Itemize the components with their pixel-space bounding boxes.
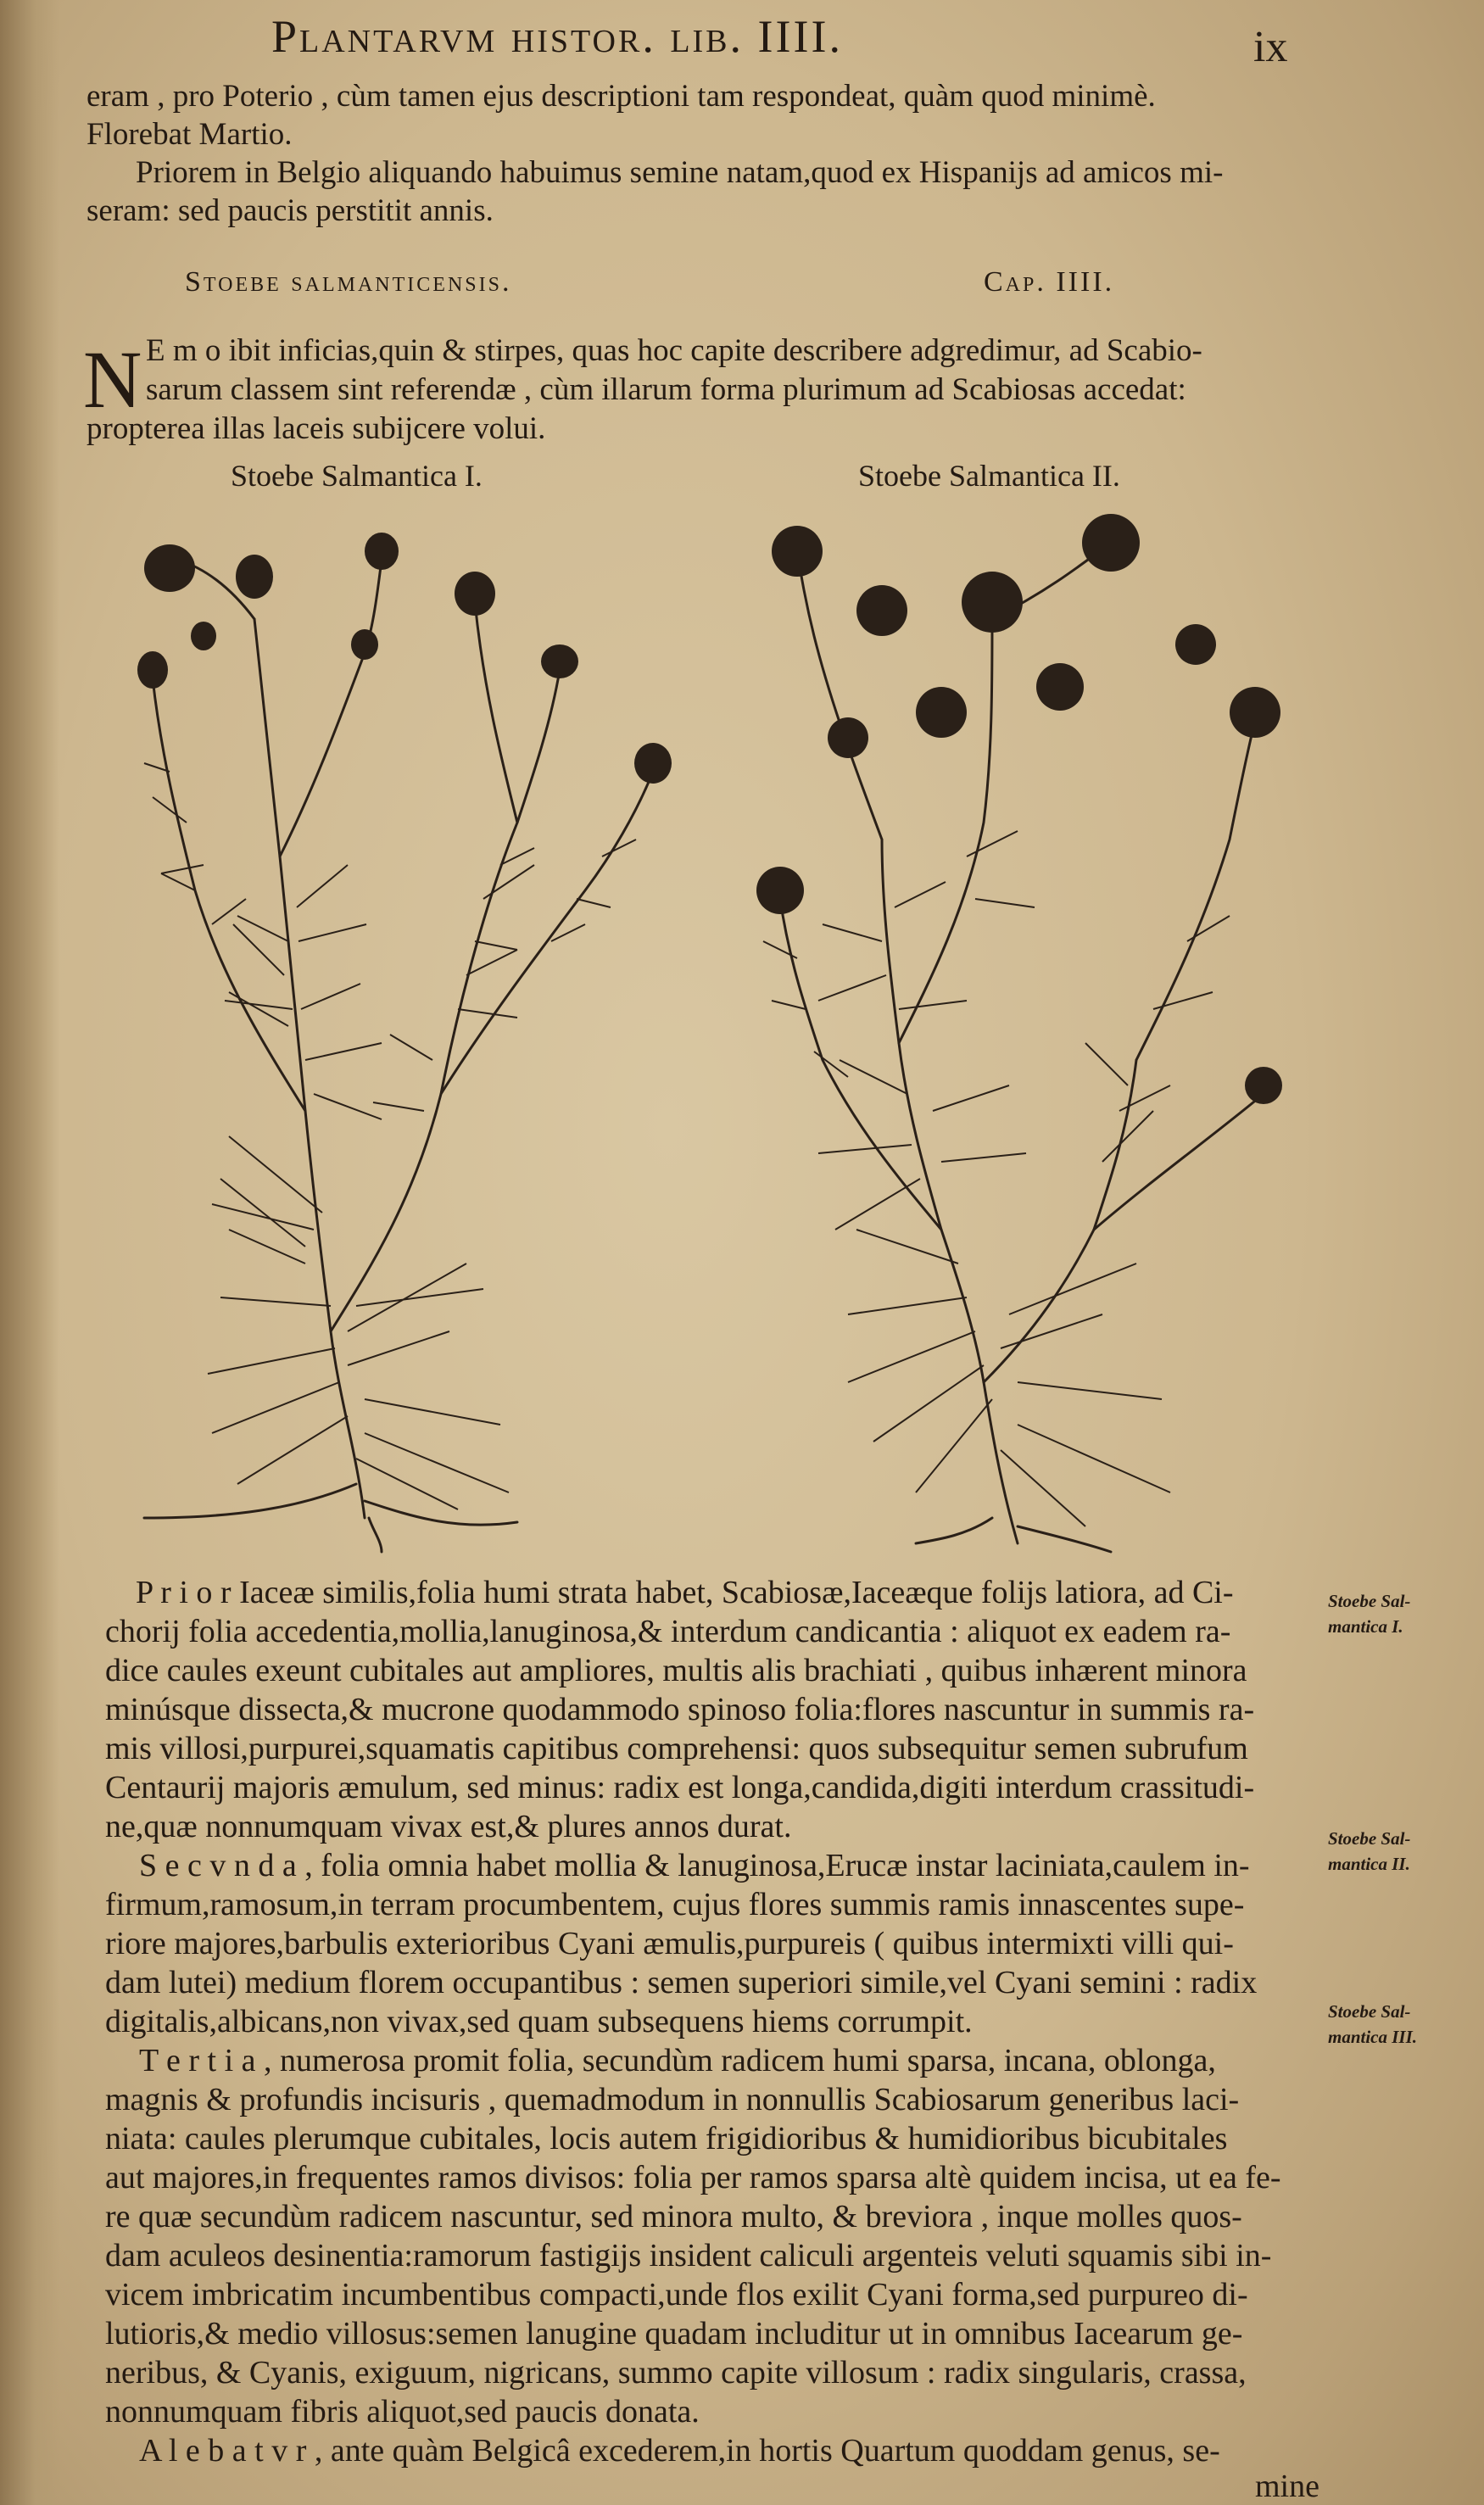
margin-note-2-line-2: mantica II.: [1328, 1854, 1410, 1874]
intro-line: Priorem in Belgio aliquando habuimus semine natam,quod ex Hispanijs ad amicos mi-: [136, 155, 1224, 190]
margin-note-2-line-1: Stoebe Sal-: [1328, 1828, 1411, 1849]
body-line: chorij folia accedentia,mollia,lanuginosa,& interdum candicantia : aliquot ex eadem ra-: [105, 1614, 1231, 1649]
body-line: digitalis,albicans,non vivax,sed quam subsequens hiems corrumpit.: [105, 2004, 973, 2039]
body-line: neribus, & Cyanis, exiguum, nigricans, summo capite villosum : radix singularis, crassa,: [105, 2355, 1247, 2391]
margin-note-1-line-1: Stoebe Sal-: [1328, 1591, 1411, 1611]
body-line: mine: [1255, 2469, 1319, 2504]
woodcut-illustration-2: [712, 500, 1323, 1560]
body-line: mis villosi,purpurei,squamatis capitibus comprehensi: quos subsequitur semen subrufum: [105, 1731, 1248, 1766]
body-line: dam aculeos desinentia:ramorum fastigijs insident caliculi argenteis veluti squamis sibi in-: [105, 2238, 1272, 2273]
woodcut-illustration-1: [76, 500, 687, 1560]
chapter-title: Stoebe salmanticensis.: [185, 266, 512, 298]
body-line: firmum,ramosum,in terram procumbentem, cujus flores summis ramis innascentes supe-: [105, 1887, 1245, 1922]
body-line: ne,quæ nonnumquam vivax est,& plures annos durat.: [105, 1809, 792, 1844]
body-line: dice caules exeunt cubitales aut ampliores, multis alis brachiati , quibus inhærent minora: [105, 1653, 1247, 1688]
intro-line: Florebat Martio.: [86, 117, 293, 152]
intro-line: seram: sed paucis perstitit annis.: [86, 193, 494, 228]
drop-cap: N: [83, 339, 142, 421]
running-head: Plantarvm histor. lib. IIII.: [271, 11, 843, 62]
body-line: niata: caules plerumque cubitales, locis autem frigidioribus & humidioribus bicubitales: [105, 2121, 1228, 2156]
margin-note-3-line-1: Stoebe Sal-: [1328, 2001, 1411, 2022]
chapter-number: Cap. IIII.: [984, 266, 1115, 298]
body-line: nonnumquam fibris aliquot,sed paucis donata.: [105, 2394, 700, 2430]
body-line: minúsque dissecta,& mucrone quodammodo spinoso folia:flores nascuntur in summis ra-: [105, 1692, 1255, 1727]
body-line: vicem imbricatim incumbentibus compacti,unde flos exilit Cyani forma,sed purpureo di-: [105, 2277, 1248, 2313]
opening-line: sarum classem sint referendæ , cùm illarum forma plurimum ad Scabiosas accedat:: [146, 372, 1186, 407]
body-line: lutioris,& medio villosus:semen lanugine quadam includitur ut in omnibus Iacearum ge-: [105, 2316, 1243, 2352]
figure-caption-2: Stoebe Salmantica II.: [858, 459, 1120, 493]
opening-line: E m o ibit inficias,quin & stirpes, quas hoc capite describere adgredimur, ad Scabio-: [146, 333, 1202, 368]
body-line: magnis & profundis incisuris , quemadmodum in nonnullis Scabiosarum generibus laci-: [105, 2082, 1240, 2117]
intro-line: eram , pro Poterio , cùm tamen ejus descriptioni tam respondeat, quàm quod minimè.: [86, 79, 1156, 114]
body-line: A l e b a t v r , ante quàm Belgicâ excederem,in hortis Quartum quoddam genus, se-: [139, 2433, 1220, 2469]
body-line: P r i o r Iaceæ similis,folia humi strata habet, Scabiosæ,Iaceæque folijs latiora, ad Ci-: [136, 1575, 1234, 1610]
margin-note-3-line-2: mantica III.: [1328, 2027, 1418, 2047]
body-line: dam lutei) medium florem occupantibus : semen superiori simile,vel Cyani semini : radix: [105, 1965, 1258, 2000]
body-line: riore majores,barbulis exterioribus Cyani æmulis,purpureis ( quibus intermixti villi qui-: [105, 1926, 1234, 1961]
opening-line: propterea illas laceis subijcere volui.: [86, 411, 546, 446]
margin-note-1-line-2: mantica I.: [1328, 1616, 1403, 1637]
body-line: Centaurij majoris æmulum, sed minus: radix est longa,candida,digiti interdum crassitudi-: [105, 1770, 1255, 1805]
figure-caption-1: Stoebe Salmantica I.: [231, 459, 483, 493]
body-line: T e r t i a , numerosa promit folia, secundùm radicem humi sparsa, incana, oblonga,: [139, 2043, 1216, 2078]
body-line: aut majores,in frequentes ramos divisos: folia per ramos sparsa altè quidem incisa, ut ea fe-: [105, 2160, 1281, 2195]
page-number: ix: [1253, 23, 1288, 71]
body-line: re quæ secundùm radicem nascuntur, sed minora multo, & breviora , inque molles quos-: [105, 2199, 1242, 2234]
body-line: S e c v n d a , folia omnia habet mollia & lanuginosa,Erucæ instar laciniata,caulem in-: [139, 1848, 1250, 1883]
